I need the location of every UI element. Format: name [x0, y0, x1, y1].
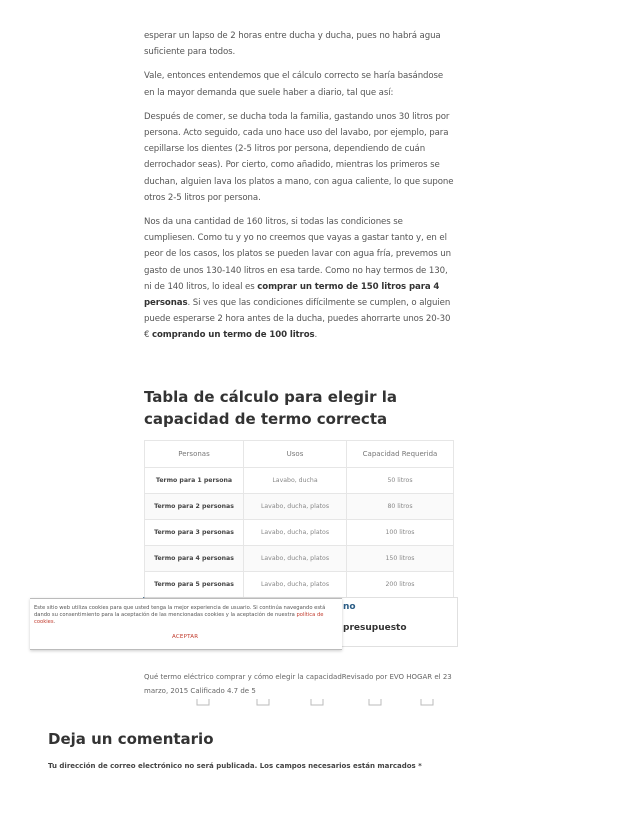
cookie-text: Este sitio web utiliza cookies para que usted tenga la mejor experiencia de usuario. Si continúa navegando está dando su consentimiento para la aceptación de las mencionadas cookies y la aceptación de nuestra	[34, 605, 326, 618]
cell-capacity: 100 litros	[347, 520, 454, 546]
cookie-banner	[30, 598, 342, 650]
recommendation-100: comprando un termo de 100 litros	[152, 330, 315, 341]
column-header: Personas	[145, 441, 244, 468]
cookie-message	[34, 605, 334, 625]
cell-persons: Termo para 5 personas	[145, 572, 244, 598]
table-row	[145, 572, 454, 598]
cell-uses: Lavabo, ducha	[244, 468, 347, 494]
paragraph-text: . Si ves que las condiciones difícilmente se cumplen, o alguien puede esperarse 2 hora antes de la ducha, puedes ahorrarte unos 20-30 €	[144, 298, 451, 341]
table-row	[145, 468, 454, 494]
cell-uses: Lavabo, ducha, platos	[244, 520, 347, 546]
share-icon[interactable]	[420, 698, 434, 706]
cell-capacity: 50 litros	[347, 468, 454, 494]
capacity-table	[144, 440, 454, 598]
cell-capacity: 150 litros	[347, 546, 454, 572]
table-row	[145, 494, 454, 520]
paragraph-conclusion	[144, 214, 454, 344]
comments-note: Tu dirección de correo electrónico no será publicada. Los campos necesarios están marcados *	[48, 762, 422, 770]
accept-cookies-button[interactable]: ACEPTAR	[172, 634, 199, 640]
cell-capacity: 80 litros	[347, 494, 454, 520]
cell-persons: Termo para 4 personas	[145, 546, 244, 572]
cell-persons: Termo para 2 personas	[145, 494, 244, 520]
table-row	[145, 520, 454, 546]
share-icon[interactable]	[196, 698, 210, 706]
cookie-policy-link[interactable]: política de cookies	[34, 611, 324, 625]
table-header-row	[145, 441, 454, 468]
share-icon[interactable]	[310, 698, 324, 706]
article-body	[144, 28, 454, 352]
review-rating: Qué termo eléctrico comprar y cómo elegir la capacidadRevisado por EVO HOGAR el 23 marzo, 2015 Calificado 4.7 de 5	[144, 673, 452, 695]
cookie-text-end: .	[53, 618, 56, 625]
recommendation-150: comprar un termo de 150 litros para 4 personas	[144, 281, 440, 309]
paragraph: Vale, entonces entendemos que el cálculo correcto se haría basándose en la mayor demanda que suele haber a diario, tal que así:	[144, 71, 444, 98]
cell-capacity: 200 litros	[347, 572, 454, 598]
cta-title[interactable]: no	[343, 602, 356, 612]
cell-uses: Lavabo, ducha, platos	[244, 572, 347, 598]
comments-heading: Deja un comentario	[48, 730, 214, 748]
column-header: Capacidad Requerida	[347, 441, 454, 468]
paragraph-text: .	[314, 330, 318, 341]
cell-uses: Lavabo, ducha, platos	[244, 494, 347, 520]
section-heading: Tabla de cálculo para elegir la capacidad de termo correcta	[144, 388, 398, 428]
table-row	[145, 546, 454, 572]
cell-uses: Lavabo, ducha, platos	[244, 546, 347, 572]
cta-subtitle[interactable]: presupuesto	[343, 623, 407, 633]
paragraph: Después de comer, se ducha toda la familia, gastando unos 30 litros por persona. Acto seguido, cada uno hace uso del lavabo, por ejemplo, para cepillarse los dientes (2-5 litros por persona, dependiendo de cuán derrochador seas). Por cierto, como añadido, mientras los primeros se duchan, alguien lava los platos a mano, con agua caliente, lo que supone otros 2-5 litros por persona.	[144, 111, 454, 203]
cell-persons: Termo para 1 persona	[145, 468, 244, 494]
share-icon[interactable]	[368, 698, 382, 706]
share-icon[interactable]	[256, 698, 270, 706]
column-header: Usos	[244, 441, 347, 468]
paragraph-text: Nos da una cantidad de 160 litros, si todas las condiciones se cumpliesen. Como tu y yo no creemos que vayas a gastar tanto y, en el peor de los casos, los platos se pueden lavar con agua fría, prevemos un gasto de unos 130-140 litros en esa tarde. Como no hay termos de 130, ni de 140 litros, lo ideal es	[144, 217, 451, 292]
paragraph: esperar un lapso de 2 horas entre ducha y ducha, pues no habrá agua suficiente para todos.	[144, 31, 441, 58]
cell-persons: Termo para 3 personas	[145, 520, 244, 546]
